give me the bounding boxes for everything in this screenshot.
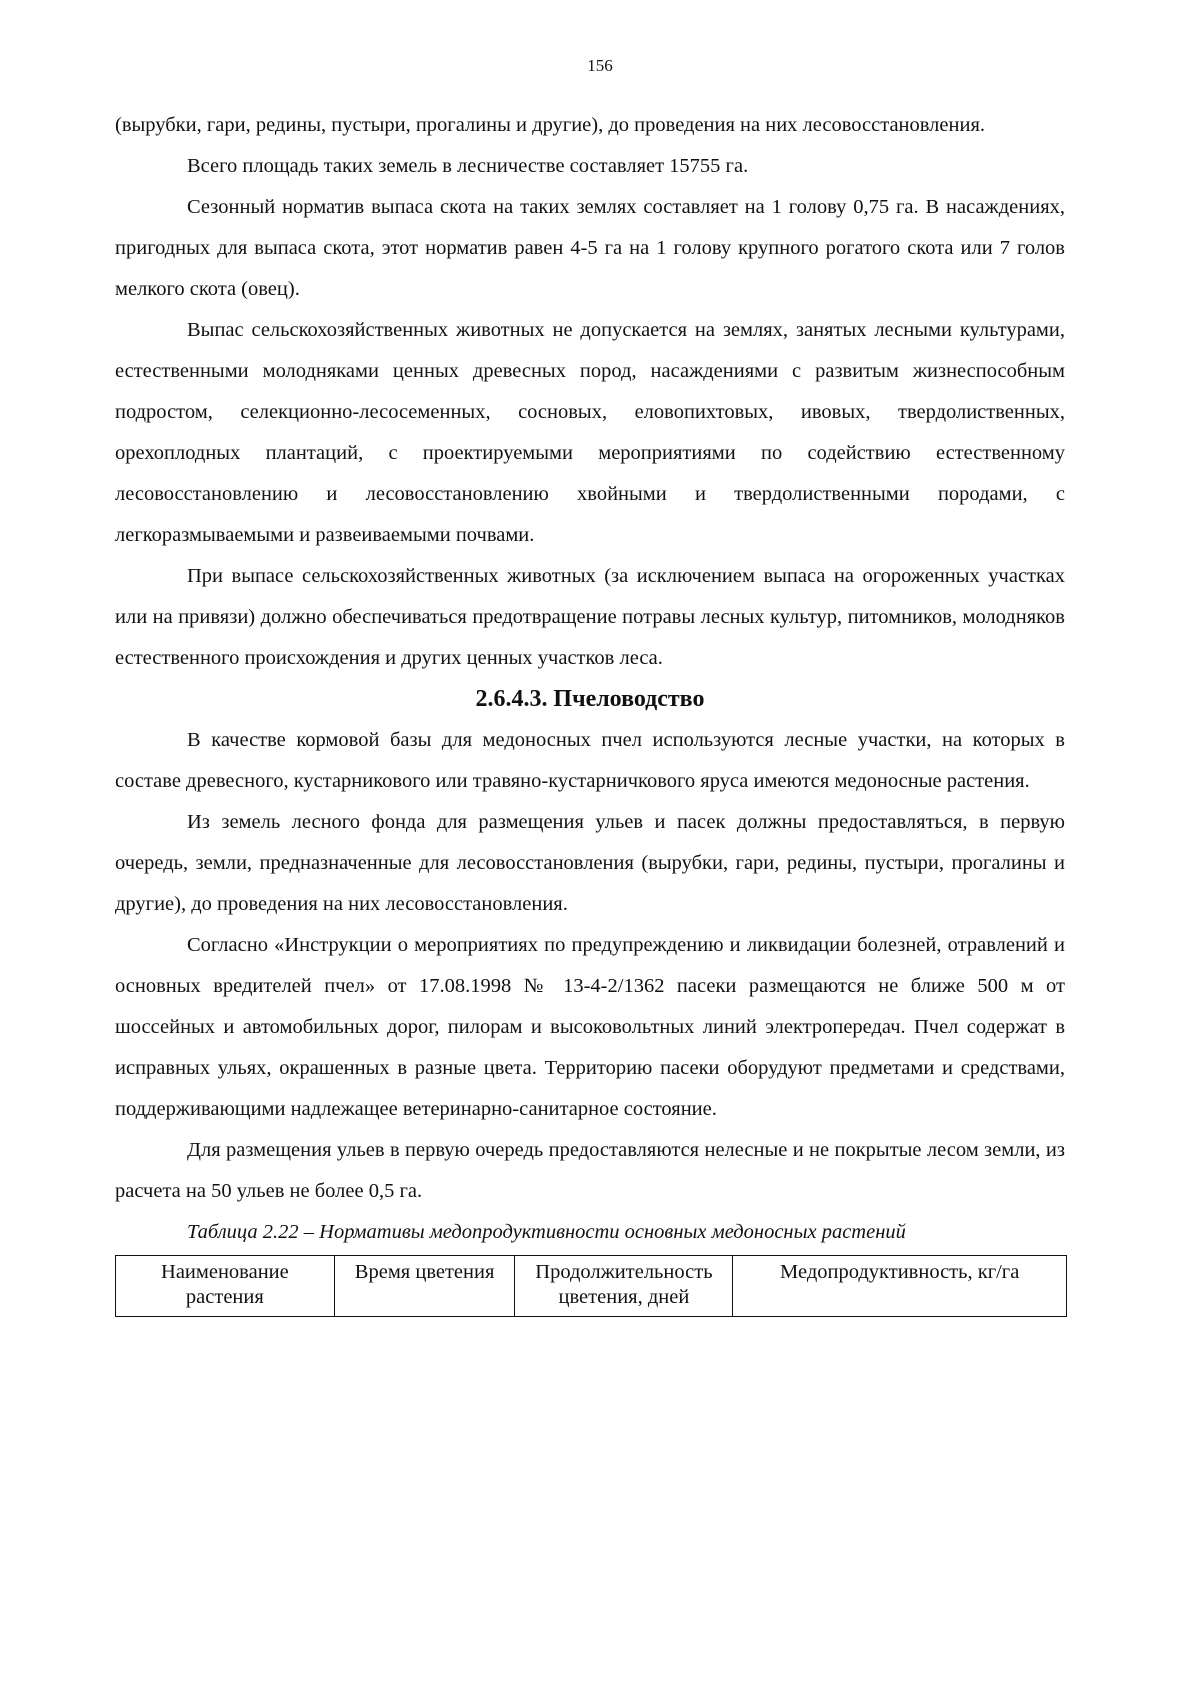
table-caption: Таблица 2.22 – Нормативы медопродуктивности основных медоносных растений bbox=[187, 1221, 906, 1243]
table-header-honey-productivity: Медопродуктивность, кг/га bbox=[733, 1256, 1067, 1317]
paragraph-grazing-protection: При выпасе сельскохозяйственных животных (за исключением выпаса на огороженных участках или на привязи) должно обеспечиваться предотвращение потравы лесных культур, питомников, молодняков естественного происхождения и других ценных участков леса. bbox=[115, 565, 1065, 669]
paragraph-forage-base: В качестве кормовой базы для медоносных пчел используются лесные участки, на которых в составе древесного, кустарникового или травяно-кустарничкового яруса имеются медоносные растения. bbox=[115, 729, 1065, 792]
paragraph-grazing-norm: Сезонный норматив выпаса скота на таких землях составляет на 1 голову 0,75 га. В насаждениях, пригодных для выпаса скота, этот норматив равен 4-5 га на 1 голову крупного рогатого скота или 7 голов мелкого скота (овец). bbox=[115, 196, 1065, 300]
paragraph-apiary-lands: Из земель лесного фонда для размещения ульев и пасек должны предоставляться, в первую очередь, земли, предназначенные для лесовосстановления (вырубки, гари, редины, пустыри, прогалины и другие), до проведения на них лесовосстановления. bbox=[115, 811, 1065, 915]
page-content bbox=[115, 105, 1065, 1317]
paragraph-continuation: (вырубки, гари, редины, пустыри, прогалины и другие), до проведения на них лесовосстановления. bbox=[115, 114, 986, 136]
table-header-plant-name: Наименование растения bbox=[116, 1256, 335, 1317]
table-header-flowering-duration: Продолжительность цветения, дней bbox=[515, 1256, 733, 1317]
paragraph-land-area: Всего площадь таких земель в лесничестве составляет 15755 га. bbox=[187, 155, 749, 177]
honey-productivity-table bbox=[115, 1255, 1067, 1317]
page-number: 156 bbox=[587, 56, 613, 75]
table-header-flowering-time: Время цветения bbox=[334, 1256, 515, 1317]
table-header-row bbox=[116, 1256, 1067, 1317]
section-heading-beekeeping: 2.6.4.3. Пчеловодство bbox=[475, 686, 705, 712]
paragraph-instruction: Согласно «Инструкции о мероприятиях по предупреждению и ликвидации болезней, отравлений и основных вредителей пчел» от 17.08.1998 № 13-4-2/1362 пасеки размещаются не ближе 500 м от шоссейных и автомобильных дорог, пилорам и высоковольтных линий электропередач. Пчел содержат в исправных ульях, окрашенных в разные цвета. Территорию пасеки оборудуют предметами и средствами, поддерживающими надлежащее ветеринарно-санитарное состояние. bbox=[115, 934, 1065, 1120]
paragraph-hive-placement: Для размещения ульев в первую очередь предоставляются нелесные и не покрытые лесом земли, из расчета на 50 ульев не более 0,5 га. bbox=[115, 1139, 1065, 1202]
paragraph-grazing-prohibited: Выпас сельскохозяйственных животных не допускается на землях, занятых лесными культурами, естественными молодняками ценных древесных пород, насаждениями с развитым жизнеспособным подростом, селекционно-лесосеменных, сосновых, еловопихтовых, ивовых, твердолиственных, орехоплодных плантаций, с проектируемыми мероприятиями по содействию естественному лесовосстановлению и лесовосстановлению хвойными и твердолиственными породами, с легкоразмываемыми и развеиваемыми почвами. bbox=[115, 319, 1065, 546]
